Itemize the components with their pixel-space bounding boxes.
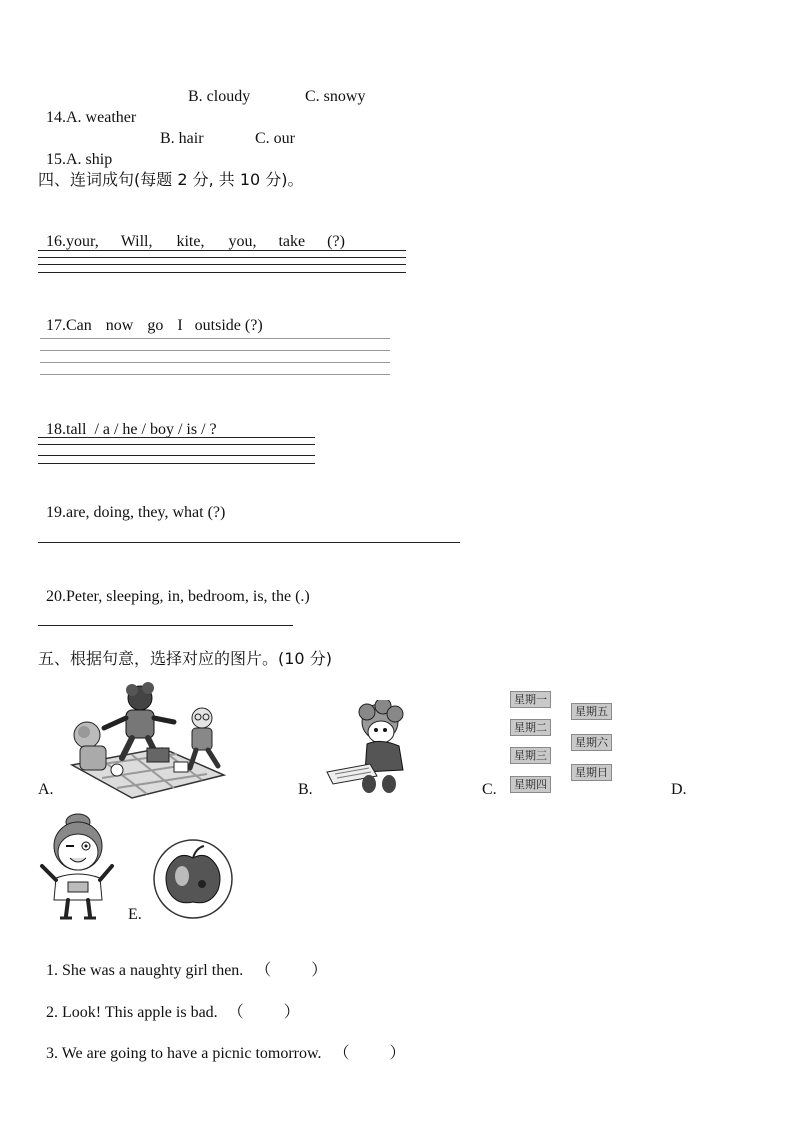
option-e-label: E. <box>128 906 142 923</box>
question-20 <box>38 567 310 607</box>
day-label: 星期四 <box>510 776 551 793</box>
writing-line[interactable] <box>38 455 315 456</box>
day-label: 星期五 <box>571 703 612 720</box>
question-14 <box>38 88 136 128</box>
answer-blank[interactable]: （ ） <box>255 962 328 979</box>
word: you, <box>228 233 257 250</box>
naughty-girl-illustration <box>36 808 118 923</box>
question-15 <box>38 130 112 170</box>
writing-line[interactable] <box>38 463 315 464</box>
word: kite, <box>176 233 205 250</box>
sentence-text: 3. We are going to have a picnic tomorrow. <box>46 1045 322 1062</box>
word: now <box>105 317 134 334</box>
question-19 <box>38 483 225 523</box>
question-number: 14. <box>46 109 66 126</box>
section-4-heading: 四、连词成句(每题 2 分, 共 10 分)。 <box>38 170 304 189</box>
day-label: 星期六 <box>571 734 612 751</box>
option-a: A. ship <box>66 151 113 168</box>
sentence-3 <box>38 1024 406 1064</box>
bad-apple-illustration <box>152 838 234 920</box>
day-label: 星期日 <box>571 764 612 781</box>
answer-line[interactable] <box>38 542 460 543</box>
question-text: are, doing, they, what (?) <box>66 504 226 521</box>
word: your, <box>66 233 99 250</box>
sentence-2 <box>38 983 300 1023</box>
day-label: 星期二 <box>510 719 551 736</box>
question-18 <box>38 400 217 440</box>
writing-line[interactable] <box>38 257 406 258</box>
answer-blank[interactable]: （ ） <box>227 1004 300 1021</box>
option-b: B. hair <box>160 130 204 147</box>
sentence-text: 1. She was a naughty girl then. <box>46 962 244 979</box>
day-label: 星期一 <box>510 691 551 708</box>
question-text: tall / a / he / boy / is / ? <box>66 421 217 438</box>
writing-line[interactable] <box>38 437 315 438</box>
writing-line[interactable] <box>38 264 406 265</box>
writing-line[interactable] <box>40 362 390 363</box>
question-16 <box>38 212 345 252</box>
sentence-text: 2. Look! This apple is bad. <box>46 1004 218 1021</box>
writing-line[interactable] <box>38 444 315 445</box>
option-c: C. our <box>255 130 295 147</box>
writing-line[interactable] <box>38 272 406 273</box>
writing-line[interactable] <box>40 338 390 339</box>
word: go <box>147 317 164 334</box>
section-5-heading: 五、根据句意，选择对应的图片。(10 分) <box>38 649 332 668</box>
option-b: B. cloudy <box>188 88 251 105</box>
question-number: 20. <box>46 588 66 605</box>
question-number: 16. <box>46 233 66 250</box>
word: I <box>177 317 183 334</box>
option-c-label: C. <box>482 781 497 798</box>
question-number: 19. <box>46 504 66 521</box>
question-text: Peter, sleeping, in, bedroom, is, the (.) <box>66 588 310 605</box>
answer-line[interactable] <box>38 625 293 626</box>
word: Will, <box>120 233 153 250</box>
writing-line[interactable] <box>38 250 406 251</box>
day-label: 星期三 <box>510 747 551 764</box>
question-number: 18. <box>46 421 66 438</box>
option-c: C. snowy <box>305 88 366 105</box>
word: outside (?) <box>194 317 263 334</box>
word: (?) <box>327 233 345 250</box>
sentence-1 <box>38 941 327 981</box>
option-b-label: B. <box>298 781 313 798</box>
writing-line[interactable] <box>40 374 390 375</box>
word: Can <box>66 317 92 334</box>
option-a-label: A. <box>38 781 54 798</box>
option-a: A. weather <box>66 109 137 126</box>
picnic-illustration <box>62 680 227 800</box>
answer-blank[interactable]: （ ） <box>333 1045 406 1062</box>
question-number: 15. <box>46 151 66 168</box>
writing-line[interactable] <box>40 350 390 351</box>
boy-reading-illustration <box>325 700 435 795</box>
option-d-label: D. <box>671 781 687 798</box>
question-17 <box>38 296 263 336</box>
word: take <box>278 233 306 250</box>
question-number: 17. <box>46 317 66 334</box>
